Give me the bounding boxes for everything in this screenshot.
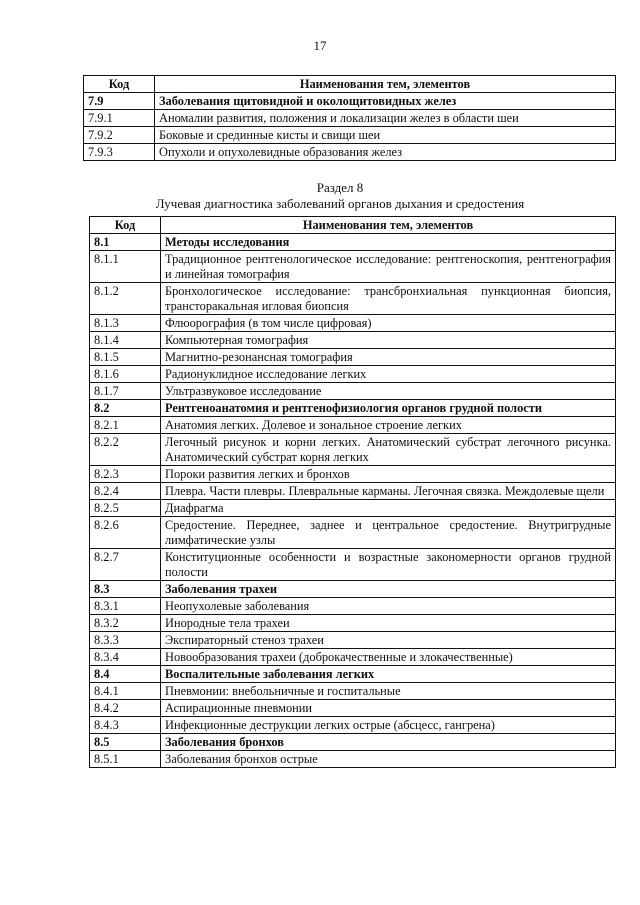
row-code: 8.2.3: [90, 466, 161, 483]
row-code: 8.5: [90, 734, 161, 751]
row-code: 8.3.2: [90, 615, 161, 632]
row-code: 8.3.3: [90, 632, 161, 649]
table-row: [90, 517, 616, 549]
table-body: [84, 93, 616, 161]
table-body: [90, 234, 616, 768]
table-row: [90, 251, 616, 283]
row-topic-name: Бронхологическое исследование: трансбронхиальная пункционная биопсия, трансторакальная игловая биопсия: [161, 283, 616, 315]
row-code: 8.1: [90, 234, 161, 251]
table-row: [84, 110, 616, 127]
row-topic-name: Рентгеноанатомия и рентгенофизиология органов грудной полости: [161, 400, 616, 417]
row-topic-name: Пороки развития легких и бронхов: [161, 466, 616, 483]
table-row: [90, 417, 616, 434]
row-code: 8.1.5: [90, 349, 161, 366]
table-row: [90, 717, 616, 734]
table-row: [90, 549, 616, 581]
row-topic-name: Ультразвуковое исследование: [161, 383, 616, 400]
row-code: 8.1.6: [90, 366, 161, 383]
table-row: [90, 751, 616, 768]
row-topic-name: Радионуклидное исследование легких: [161, 366, 616, 383]
row-topic-name: Легочный рисунок и корни легких. Анатомический субстрат легочного рисунка. Анатомический субстрат корня легких: [161, 434, 616, 466]
row-topic-name: Диафрагма: [161, 500, 616, 517]
row-topic-name: Магнитно-резонансная томография: [161, 349, 616, 366]
table-row: [90, 315, 616, 332]
table-row: [90, 434, 616, 466]
row-topic-name: Боковые и срединные кисты и свищи шеи: [155, 127, 616, 144]
row-code: 7.9.1: [84, 110, 155, 127]
table-row: [90, 581, 616, 598]
row-code: 8.1.7: [90, 383, 161, 400]
table-row: [84, 144, 616, 161]
row-code: 8.2: [90, 400, 161, 417]
header-code: Код: [90, 217, 161, 234]
row-topic-name: Средостение. Переднее, заднее и центральное средостение. Внутригрудные лимфатические узлы: [161, 517, 616, 549]
row-topic-name: Флюорография (в том числе цифровая): [161, 315, 616, 332]
row-code: 8.1.2: [90, 283, 161, 315]
row-topic-name: Компьютерная томография: [161, 332, 616, 349]
row-topic-name: Заболевания щитовидной и околощитовидных желез: [155, 93, 616, 110]
row-topic-name: Заболевания бронхов острые: [161, 751, 616, 768]
row-code: 8.3.4: [90, 649, 161, 666]
section-title: Раздел 8: [316, 180, 364, 195]
row-topic-name: Анатомия легких. Долевое и зональное строение легких: [161, 417, 616, 434]
table-row: [90, 283, 616, 315]
row-topic-name: Заболевания бронхов: [161, 734, 616, 751]
table-row: [84, 93, 616, 110]
row-topic-name: Инородные тела трахеи: [161, 615, 616, 632]
table-header-row: [90, 217, 616, 234]
table-header-row: [84, 76, 616, 93]
table-row: [90, 666, 616, 683]
table-row: [90, 734, 616, 751]
row-code: 8.3: [90, 581, 161, 598]
row-code: 8.4.3: [90, 717, 161, 734]
row-topic-name: Опухоли и опухолевидные образования желез: [155, 144, 616, 161]
row-topic-name: Аномалии развития, положения и локализации желез в области шеи: [155, 110, 616, 127]
table-row: [90, 383, 616, 400]
row-topic-name: Инфекционные деструкции легких острые (абсцесс, гангрена): [161, 717, 616, 734]
table-row: [90, 366, 616, 383]
row-topic-name: Конституционные особенности и возрастные закономерности органов грудной полости: [161, 549, 616, 581]
row-code: 7.9.2: [84, 127, 155, 144]
row-code: 8.2.7: [90, 549, 161, 581]
row-code: 8.1.1: [90, 251, 161, 283]
row-code: 8.4.1: [90, 683, 161, 700]
row-code: 8.4.2: [90, 700, 161, 717]
row-topic-name: Воспалительные заболевания легких: [161, 666, 616, 683]
row-code: 8.2.5: [90, 500, 161, 517]
table-row: [90, 598, 616, 615]
table-row: [90, 349, 616, 366]
row-code: 8.2.2: [90, 434, 161, 466]
row-topic-name: Плевра. Части плевры. Плевральные карманы. Легочная связка. Междолевые щели: [161, 483, 616, 500]
table-row: [90, 615, 616, 632]
row-code: 8.1.3: [90, 315, 161, 332]
topics-table-section-8: [89, 216, 616, 768]
table-row: [90, 483, 616, 500]
row-code: 8.5.1: [90, 751, 161, 768]
row-code: 8.1.4: [90, 332, 161, 349]
header-name: Наименования тем, элементов: [155, 76, 616, 93]
table-row: [90, 649, 616, 666]
row-topic-name: Традиционное рентгенологическое исследование: рентгеноскопия, рентгенография и линейная томография: [161, 251, 616, 283]
row-topic-name: Методы исследования: [161, 234, 616, 251]
row-topic-name: Пневмонии: внебольничные и госпитальные: [161, 683, 616, 700]
row-topic-name: Экспираторный стеноз трахеи: [161, 632, 616, 649]
table-row: [90, 683, 616, 700]
table-row: [90, 466, 616, 483]
table-row: [90, 400, 616, 417]
header-name: Наименования тем, элементов: [161, 217, 616, 234]
table-row: [90, 234, 616, 251]
table-row: [90, 332, 616, 349]
row-code: 8.3.1: [90, 598, 161, 615]
row-code: 7.9: [84, 93, 155, 110]
table-row: [90, 632, 616, 649]
table-row: [84, 127, 616, 144]
row-code: 8.2.1: [90, 417, 161, 434]
topics-table-section-7: [83, 75, 616, 161]
row-code: 8.4: [90, 666, 161, 683]
row-topic-name: Новообразования трахеи (доброкачественные и злокачественные): [161, 649, 616, 666]
page-number: 17: [313, 38, 327, 53]
row-code: 7.9.3: [84, 144, 155, 161]
row-topic-name: Неопухолевые заболевания: [161, 598, 616, 615]
row-topic-name: Аспирационные пневмонии: [161, 700, 616, 717]
table-row: [90, 700, 616, 717]
header-code: Код: [84, 76, 155, 93]
section-subtitle: Лучевая диагностика заболеваний органов дыхания и средостения: [155, 196, 525, 211]
table-row: [90, 500, 616, 517]
row-code: 8.2.4: [90, 483, 161, 500]
row-topic-name: Заболевания трахеи: [161, 581, 616, 598]
row-code: 8.2.6: [90, 517, 161, 549]
